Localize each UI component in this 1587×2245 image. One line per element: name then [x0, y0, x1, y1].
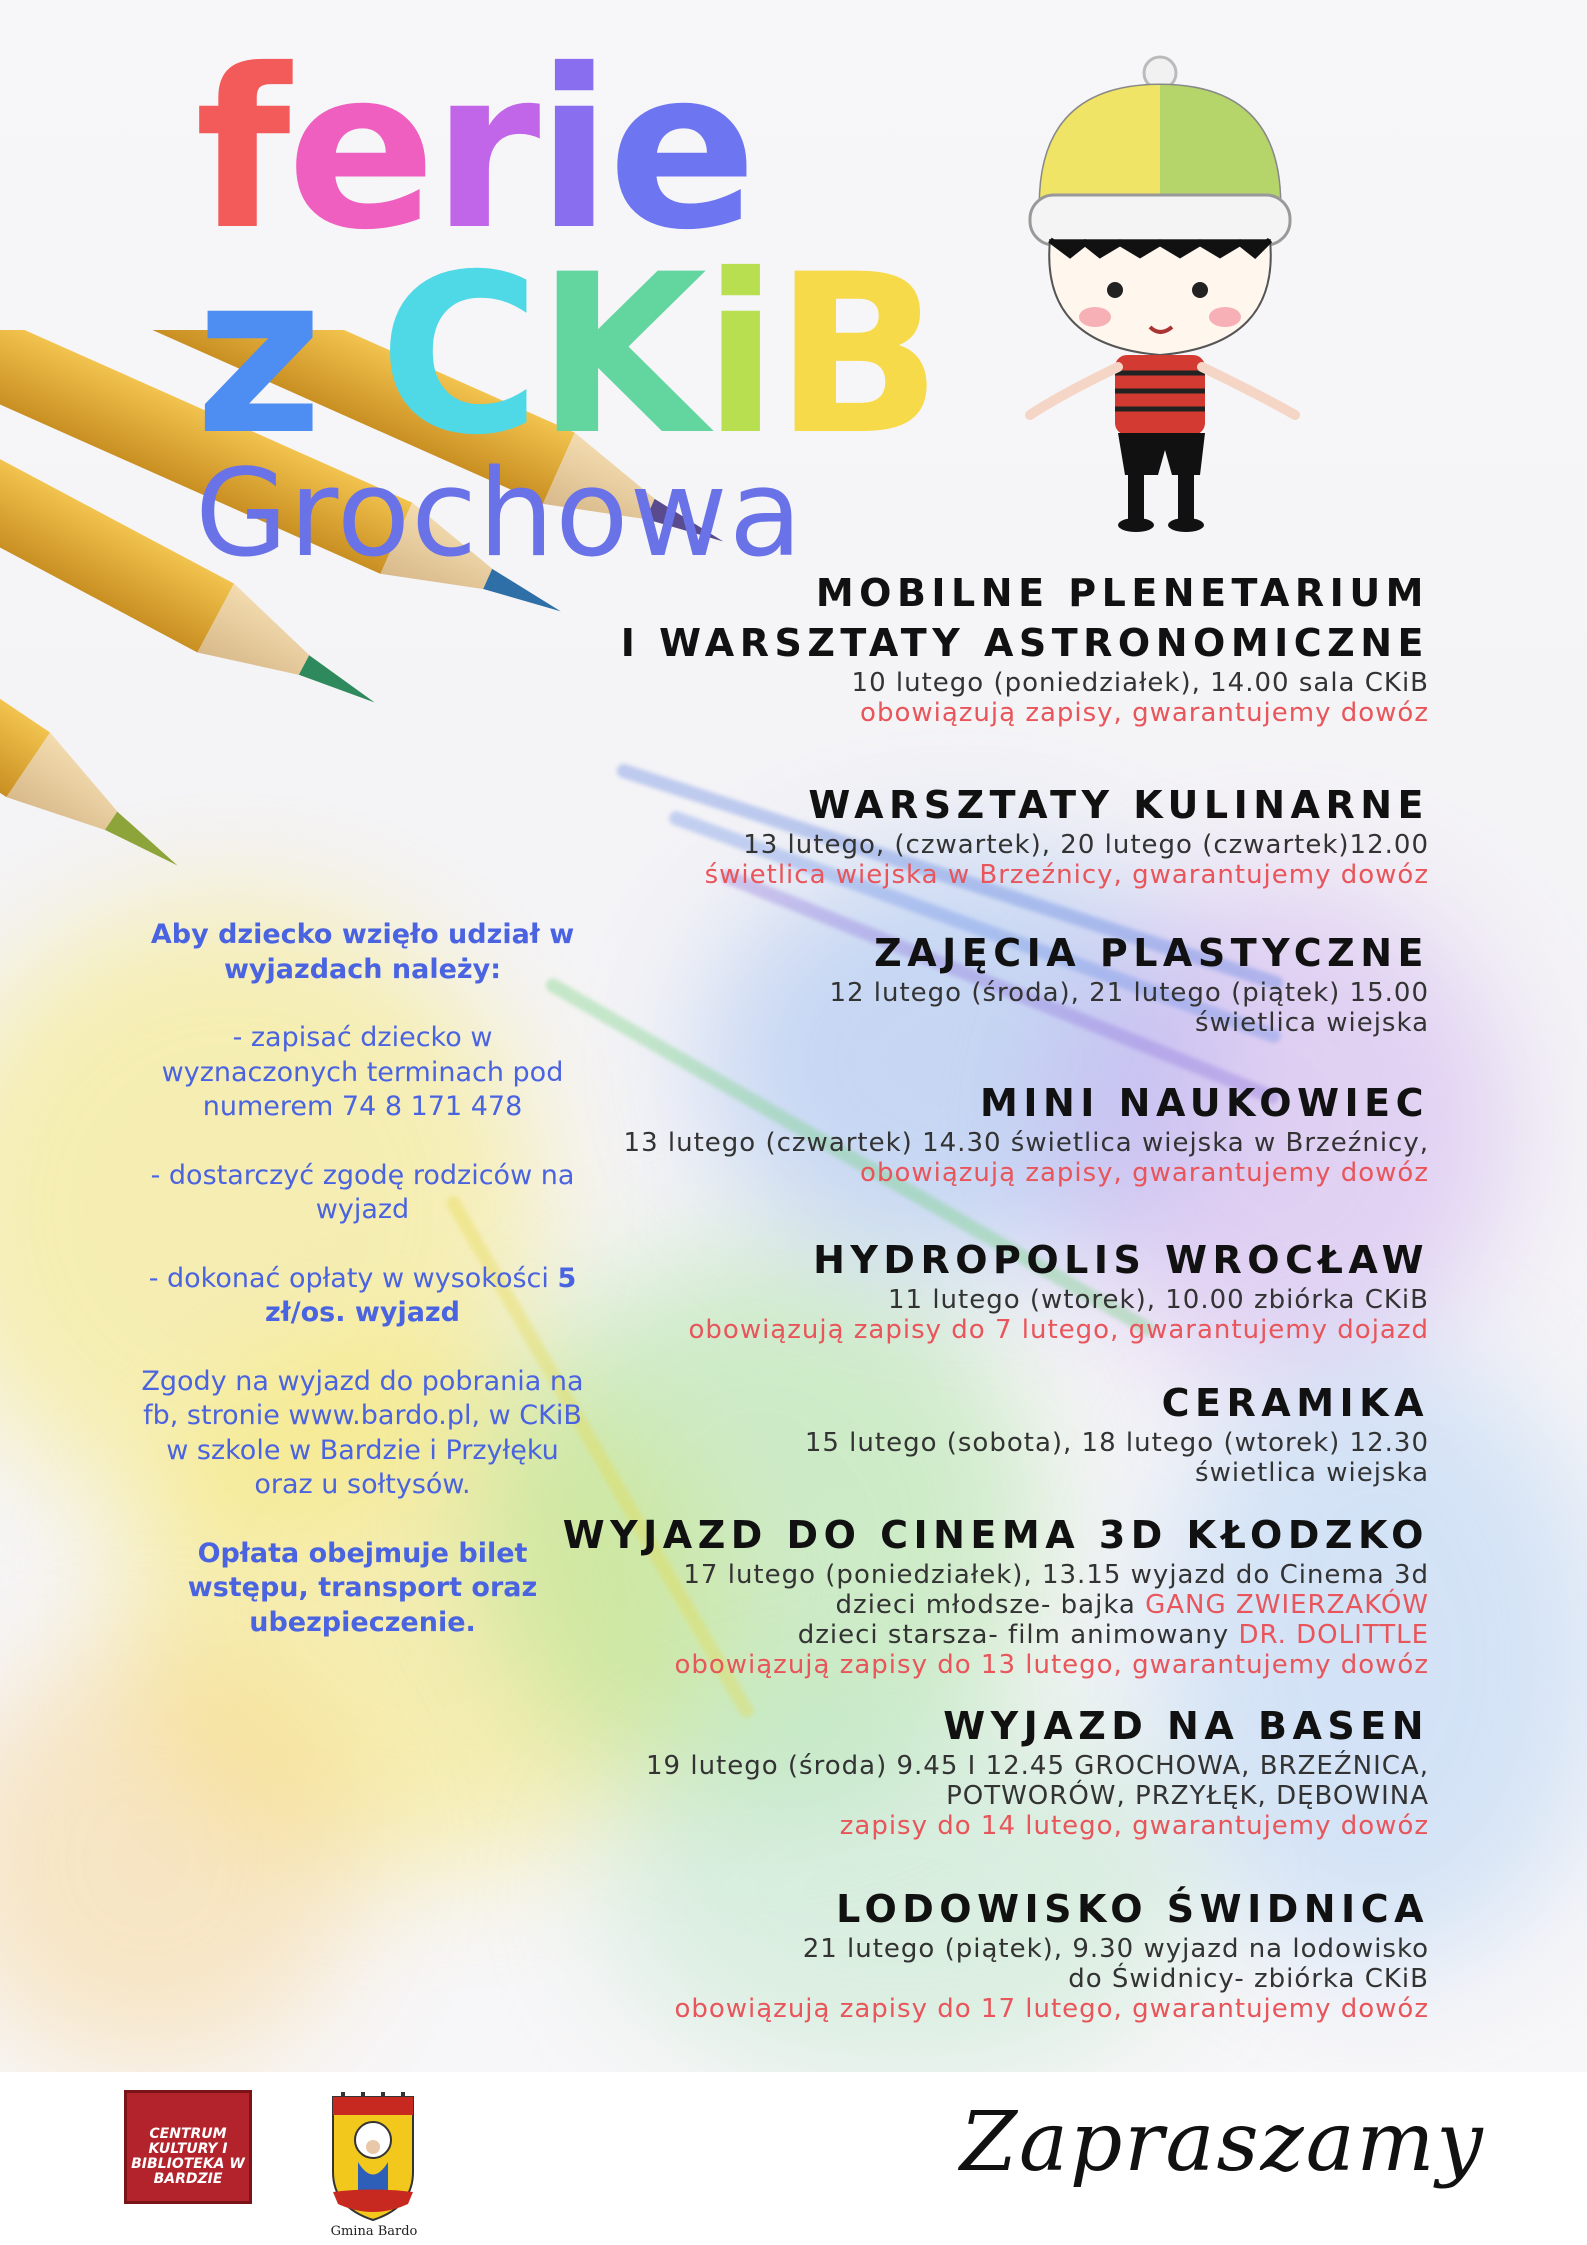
event-note [429, 1315, 1429, 1345]
event-highlight: DR. DOLITTLE [1238, 1620, 1429, 1650]
event-text: świetlica wiejska w Brzeźnicy, gwarantujemy dowóz [704, 860, 1429, 890]
event-highlight: GANG ZWIERZAKÓW [1145, 1590, 1429, 1620]
event-text: świetlica wiejska [1195, 1458, 1429, 1488]
ferie-letter: f [195, 22, 287, 278]
event-title: MINI NAUKOWIEC [980, 1081, 1429, 1125]
event-text: 21 lutego (piątek), 9.30 wyjazd na lodowisko [802, 1934, 1429, 1964]
poster-title [195, 22, 939, 584]
event-text: 13 lutego, (czwartek), 20 lutego (czwartek)12.00 [743, 830, 1429, 860]
info-step-consent: - dostarczyć zgodę rodziców na wyjazd [150, 1159, 575, 1225]
event-text: 11 lutego (wtorek), 10.00 zbiórka CKiB [887, 1285, 1429, 1315]
ferie-letter: e [607, 22, 754, 278]
event-detail [429, 1620, 1429, 1650]
event-detail [429, 1781, 1429, 1811]
event-title: HYDROPOLIS WROCŁAW [813, 1238, 1429, 1282]
event-text: 12 lutego (środa), 21 lutego (piątek) 15.00 [829, 978, 1429, 1008]
title-line-z-ckib [195, 227, 939, 483]
event-text: 19 lutego (środa) 9.45 I 12.45 GROCHOWA, BRZEŹNICA, [646, 1751, 1429, 1781]
zckib-letter: i [703, 227, 775, 483]
event-detail [429, 1428, 1429, 1458]
event-detail [429, 1008, 1429, 1038]
event-title: ZAJĘCIA PLASTYCZNE [874, 931, 1429, 975]
boy-mascot-illustration [1000, 55, 1310, 535]
event-detail [429, 1590, 1429, 1620]
event-item [429, 1701, 1429, 1841]
zckib-letter: z [195, 227, 320, 483]
event-text: do Świdnicy- zbiórka CKiB [1068, 1964, 1429, 1994]
event-text: POTWORÓW, PRZYŁĘK, DĘBOWINA [946, 1781, 1429, 1811]
info-fee: Opłata obejmuje bilet wstępu, transport oraz ubezpieczenie. [187, 1537, 538, 1638]
zckib-letter: C [379, 227, 537, 483]
event-item [429, 568, 1429, 728]
event-text: dzieci starsza- film animowany [797, 1620, 1239, 1650]
event-detail [429, 1934, 1429, 1964]
title-line-grochowa: Grochowa [195, 445, 804, 584]
event-item [429, 928, 1429, 1038]
event-note [429, 1811, 1429, 1841]
event-item [429, 1510, 1429, 1680]
event-text: dzieci młodsze- bajka [835, 1590, 1146, 1620]
event-note [429, 698, 1429, 728]
event-item [429, 1378, 1429, 1488]
event-detail [429, 1964, 1429, 1994]
event-note [429, 1158, 1429, 1188]
event-detail [429, 1285, 1429, 1315]
event-detail [429, 1751, 1429, 1781]
event-text: 15 lutego (sobota), 18 lutego (wtorek) 12.30 [804, 1428, 1429, 1458]
ferie-letter: r [431, 22, 537, 278]
event-note [429, 860, 1429, 890]
event-item [429, 1078, 1429, 1188]
ferie-letter: e [286, 22, 432, 278]
title-line-ferie [195, 22, 938, 278]
ckib-logo: CENTRUM KULTURY I BIBLIOTEKA W BARDZIE [124, 2090, 252, 2204]
event-detail [429, 1458, 1429, 1488]
event-item [429, 780, 1429, 890]
event-text: obowiązują zapisy do 17 lutego, gwarantujemy dowóz [674, 1994, 1429, 2024]
event-detail [429, 978, 1429, 1008]
event-item [429, 1884, 1429, 2024]
event-text: zapisy do 14 lutego, gwarantujemy dowóz [839, 1811, 1429, 1841]
event-title: MOBILNE PLENETARIUM [815, 571, 1429, 615]
event-title: WARSZTATY KULINARNE [808, 783, 1429, 827]
ferie-letter: i [536, 22, 608, 278]
event-detail [429, 1128, 1429, 1158]
zckib-letter: K [536, 227, 703, 483]
event-title: LODOWISKO ŚWIDNICA [836, 1887, 1429, 1931]
event-note [429, 1650, 1429, 1680]
event-detail [429, 1560, 1429, 1590]
event-text: obowiązują zapisy, gwarantujemy dowóz [860, 1158, 1429, 1188]
info-consents: Zgody na wyjazd do pobrania na fb, stronie www.bardo.pl, w CKiB w szkole w Bardzie i Przyłęku oraz u sołtysów. [141, 1365, 584, 1500]
payment-text: - dokonać opłaty w wysokości [148, 1262, 558, 1294]
event-text: obowiązują zapisy do 13 lutego, gwarantujemy dowóz [674, 1650, 1429, 1680]
zckib-letter: B [774, 227, 939, 483]
event-text: obowiązują zapisy, gwarantujemy dowóz [860, 698, 1429, 728]
event-text: 10 lutego (poniedziałek), 14.00 sala CKiB [851, 668, 1429, 698]
event-title: I WARSZTATY ASTRONOMICZNE [620, 621, 1429, 665]
event-title: WYJAZD NA BASEN [943, 1704, 1429, 1748]
event-detail [429, 668, 1429, 698]
event-text: 13 lutego (czwartek) 14.30 świetlica wiejska w Brzeźnicy, [623, 1128, 1429, 1158]
gmina-bardo-label: Gmina Bardo [330, 2224, 418, 2239]
event-title: WYJAZD DO CINEMA 3D KŁODZKO [562, 1513, 1429, 1557]
event-text: świetlica wiejska [1195, 1008, 1429, 1038]
bardo-coat-of-arms-icon [328, 2092, 418, 2222]
info-step-signup: - zapisać dziecko w wyznaczonych terminach pod numerem 74 8 171 478 [161, 1022, 564, 1122]
invite-text: Zapraszamy [960, 2095, 1485, 2190]
event-item [429, 1235, 1429, 1345]
event-note [429, 1994, 1429, 2024]
info-intro: Aby dziecko wzięło udział w wyjazdach należy: [150, 919, 575, 985]
event-text: obowiązują zapisy do 7 lutego, gwarantujemy dojazd [688, 1315, 1429, 1345]
event-detail [429, 830, 1429, 860]
event-text: 17 lutego (poniedziałek), 13.15 wyjazd do Cinema 3d [683, 1560, 1429, 1590]
event-title: CERAMIKA [1161, 1381, 1429, 1425]
payment-amount: 5 zł/os. wyjazd [265, 1262, 577, 1328]
